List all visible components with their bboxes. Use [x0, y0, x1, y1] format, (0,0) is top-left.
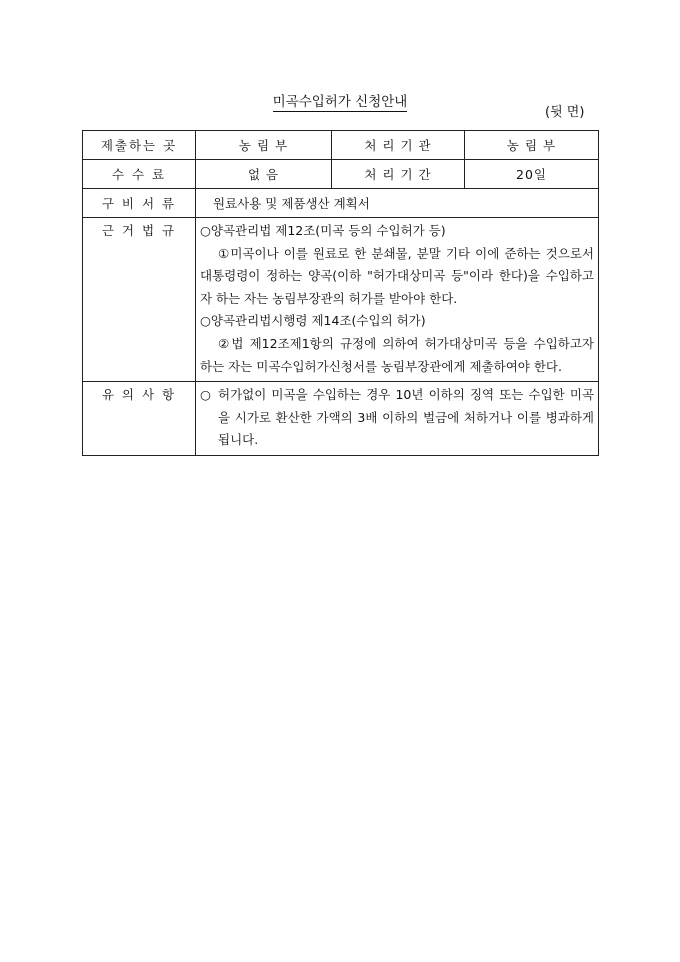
table-row-documents [83, 189, 599, 218]
processing-agency-label: 처 리 기 관 [332, 131, 465, 160]
law2-heading: ○양곡관리법시행령 제14조(수입의 허가) [200, 313, 426, 329]
required-documents-value: 원료사용 및 제품생산 계획서 [196, 189, 599, 218]
table-row-notice [83, 382, 599, 456]
notice-label: 유 의 사 항 [83, 382, 196, 456]
legal-basis-content [196, 218, 599, 382]
table-row-submit [83, 131, 599, 160]
processing-period-label: 처 리 기 간 [332, 160, 465, 189]
submit-place-value: 농 림 부 [196, 131, 332, 160]
fee-label: 수 수 료 [83, 160, 196, 189]
legal-basis-label: 근 거 법 규 [83, 218, 196, 382]
page-title-text: 미곡수입허가 신청안내 [272, 94, 408, 110]
law2-body: ②법 제12조제1항의 규정에 의하여 허가대상미곡 등을 수입하고자 하는 자는 미곡수입허가신청서를 농림부장관에게 제출하여야 한다. [200, 335, 594, 374]
notice-paragraph [200, 384, 594, 452]
notice-content [196, 382, 599, 456]
law1-heading: ○양곡관리법 제12조(미곡 등의 수입허가 등) [200, 223, 446, 238]
table-row-legal-basis [83, 218, 599, 382]
info-table [82, 130, 599, 456]
required-documents-label: 구 비 서 류 [83, 189, 196, 218]
submit-place-label: 제출하는 곳 [83, 131, 196, 160]
processing-agency-value: 농 림 부 [465, 131, 599, 160]
notice-body: 허가없이 미곡을 수입하는 경우 10년 이하의 징역 또는 수입한 미곡을 시가로 환산한 가액의 3배 이하의 벌금에 처하거나 이를 병과하게 됩니다. [218, 387, 594, 448]
back-side-note: (뒷 면) [545, 105, 585, 120]
notice-bullet: ○ [200, 387, 211, 403]
processing-period-value: 20일 [465, 160, 599, 189]
table-row-fee [83, 160, 599, 189]
law1-body: ①미곡이나 이를 원료로 한 분쇄물, 분말 기타 이에 준하는 것으로서 대통령령이 정하는 양곡(이하 "허가대상미곡 등"이라 한다)을 수입하고자 하는 자는 농림부장관의 허가를 받아야 한다. [200, 245, 594, 306]
fee-value: 없 음 [196, 160, 332, 189]
